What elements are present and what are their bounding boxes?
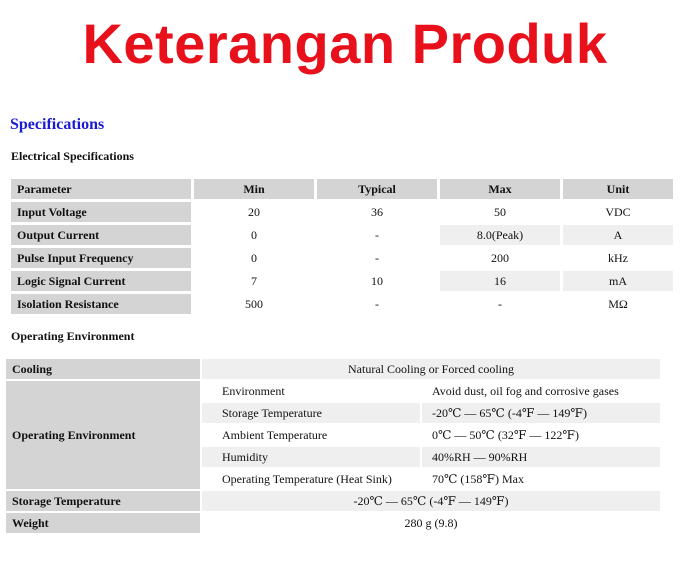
header-typical: Typical [317,179,437,199]
row-label: Output Current [11,225,191,245]
cell-min: 0 [251,250,257,265]
env-key: Environment [222,383,285,398]
table-header-row [11,179,673,199]
cell-min: 20 [248,204,260,219]
storage-temperature-value: -20℃ — 65℃ (-4℉ — 149℉) [202,491,660,511]
electrical-specs-heading: Electrical Specifications [11,149,134,163]
env-key: Storage Temperature [202,403,420,423]
weight-label: Weight [6,513,200,533]
operating-environment-heading: Operating Environment [11,329,135,343]
weight-value: 280 g (9.8) [202,513,660,533]
cell-unit: mA [563,271,673,291]
electrical-specs-table [8,176,676,317]
header-parameter: Parameter [11,179,191,199]
banner-title: Keterangan Produk [82,12,608,75]
cell-typical: - [375,227,379,242]
cell-max: 16 [440,271,560,291]
env-value: -20℃ — 65℃ (-4℉ — 149℉) [422,403,660,423]
table-row [11,271,673,291]
row-label: Input Voltage [11,202,191,222]
cell-min: 0 [251,227,257,242]
table-row [11,202,673,222]
env-value: Avoid dust, oil fog and corrosive gases [432,383,619,398]
operating-environment-label: Operating Environment [6,381,200,489]
cell-typical: - [375,296,379,311]
cooling-value: Natural Cooling or Forced cooling [202,359,660,379]
cell-min: 500 [245,296,263,311]
header-max: Max [440,179,560,199]
table-row [6,381,660,401]
table-row [6,491,660,511]
cell-unit: kHz [608,250,628,265]
cell-typical: 36 [371,204,383,219]
env-value: 40%RH — 90%RH [422,447,660,467]
operating-environment-table [4,357,662,535]
env-value: 0℃ — 50℃ (32℉ — 122℉) [432,427,579,442]
row-label: Isolation Resistance [11,294,191,314]
row-label: Logic Signal Current [11,271,191,291]
env-key: Operating Temperature (Heat Sink) [222,471,392,486]
cell-typical: 10 [371,273,383,288]
cooling-label: Cooling [6,359,200,379]
cell-unit: VDC [605,204,631,219]
table-row [11,294,673,314]
table-row [6,359,660,379]
cell-min: 7 [251,273,257,288]
row-label: Pulse Input Frequency [11,248,191,268]
cell-unit: A [563,225,673,245]
table-row [6,513,660,533]
cell-max: 200 [491,250,509,265]
cell-max: 50 [494,204,506,219]
cell-max: 8.0(Peak) [440,225,560,245]
cell-unit: MΩ [608,296,628,311]
cell-max: - [498,296,502,311]
env-key: Humidity [202,447,420,467]
header-min: Min [194,179,314,199]
specifications-heading: Specifications [10,116,105,133]
cell-typical: - [375,250,379,265]
env-value: 70℃ (158℉) Max [432,471,524,486]
storage-temperature-label: Storage Temperature [6,491,200,511]
table-row [11,248,673,268]
table-row [11,225,673,245]
header-unit: Unit [563,179,673,199]
env-key: Ambient Temperature [222,427,328,442]
